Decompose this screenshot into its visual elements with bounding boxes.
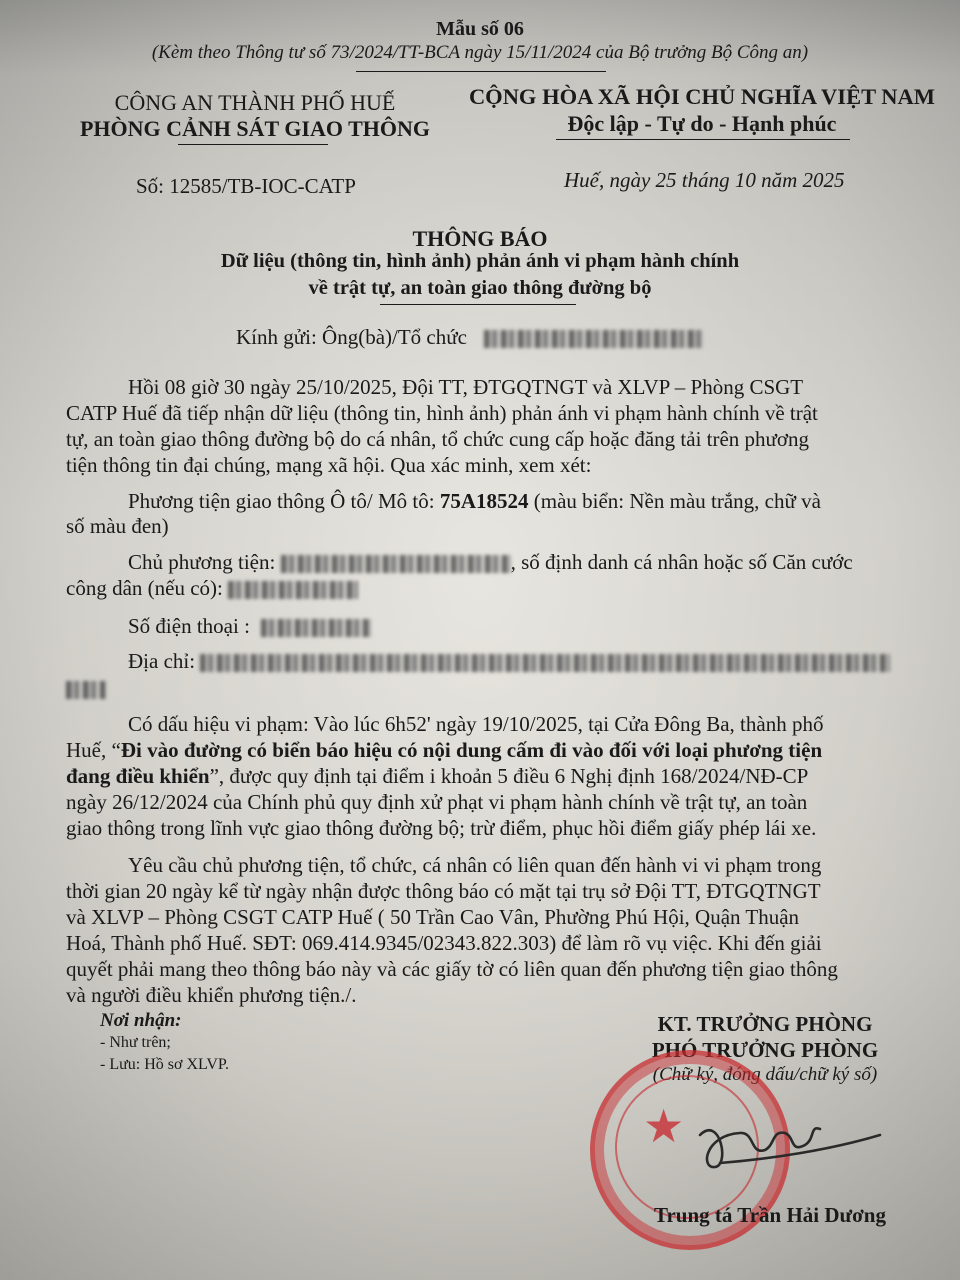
recipients-item: - Như trên;: [100, 1034, 171, 1051]
subtitle-line2: về trật tự, an toàn giao thông đường bộ: [308, 277, 652, 299]
document-number: Số: 12585/TB-IOC-CATP: [136, 174, 356, 198]
violation-text: ”, được quy định tại điểm i khoản 5 điều 6 Nghị định 168/2024/NĐ-CP: [209, 764, 809, 788]
phone-line: [128, 614, 371, 639]
request-line: thời gian 20 ngày kể từ ngày nhận được thông báo có mặt tại trụ sở Đội TT, ĐTGQTNGT: [66, 879, 821, 903]
owner-id-label: công dân (nếu có):: [66, 576, 223, 600]
agency-name: PHÒNG CẢNH SÁT GIAO THÔNG: [79, 116, 430, 141]
owner-line: Chủ phương tiện: , số định danh cá nhân hoặc số Căn cước: [128, 550, 853, 574]
request-line: Hoá, Thành phố Huế. SĐT: 069.414.9345/02343.822.303) để làm rõ vụ việc. Khi đến giải: [66, 931, 822, 955]
signature-note: (Chữ ký, đóng dấu/chữ ký số): [652, 1064, 878, 1085]
violation-text: Huế, “: [66, 738, 121, 762]
vehicle-label: Phương tiện giao thông Ô tô/ Mô tô:: [128, 489, 435, 513]
divider: [380, 304, 576, 305]
redacted-phone: [261, 619, 371, 637]
place-date: Huế, ngày 25 tháng 10 năm 2025: [564, 168, 845, 192]
request-line: quyết phải mang theo thông báo này và các giấy tờ có liên quan đến phương tiện giao thông: [66, 957, 838, 981]
recipient-label-text: Kính gửi: Ông(bà)/Tổ chức: [236, 325, 467, 349]
address-line2: [66, 676, 106, 701]
star-icon: ★: [643, 1101, 685, 1152]
form-number: Mẫu số 06: [436, 18, 524, 40]
divider: [556, 139, 850, 140]
violation-line: [66, 738, 822, 763]
agency-parent: CÔNG AN THÀNH PHỐ HUẾ: [114, 90, 396, 115]
address-line: [128, 649, 890, 674]
signature-role2: PHÓ TRƯỞNG PHÒNG: [651, 1038, 879, 1062]
violation-line: giao thông trong lĩnh vực giao thông đường bộ; trừ điểm, phục hồi điểm giấy phép lái xe.: [66, 816, 817, 840]
address-label: Địa chỉ:: [128, 649, 196, 673]
violation-bold: đang điều khiển: [66, 764, 210, 788]
owner-label: Chủ phương tiện:: [128, 550, 276, 574]
para1-line: Hồi 08 giờ 30 ngày 25/10/2025, Đội TT, ĐTGQTNGT và XLVP – Phòng CSGT: [128, 375, 804, 399]
signer-name: Trung tá Trần Hải Dương: [654, 1203, 886, 1227]
license-plate: 75A18524: [439, 489, 529, 513]
plate-color-cont: số màu đen): [66, 514, 169, 538]
para1-line: tiện thông tin đại chúng, mạng xã hội. Qua xác minh, xem xét:: [66, 453, 592, 477]
request-line: Yêu cầu chủ phương tiện, tổ chức, cá nhân có liên quan đến hành vi vi phạm trong: [128, 853, 822, 877]
violation-line: Có dấu hiệu vi phạm: Vào lúc 6h52' ngày 19/10/2025, tại Cửa Đông Ba, thành phố: [128, 712, 824, 736]
redacted-id: [228, 581, 358, 599]
motto: Độc lập - Tự do - Hạnh phúc: [567, 111, 837, 136]
recipient-label: [236, 325, 704, 350]
document-title: THÔNG BÁO: [412, 226, 548, 251]
redacted-recipient: [484, 330, 704, 348]
para1-line: CATP Huế đã tiếp nhận dữ liệu (thông tin, hình ảnh) phản ánh vi phạm hành chính về trật: [66, 401, 818, 425]
form-reference: (Kèm theo Thông tư số 73/2024/TT-BCA ngày 15/11/2024 của Bộ trưởng Bộ Công an): [151, 42, 809, 63]
redacted-owner: [281, 555, 511, 573]
recipients-item: - Lưu: Hồ sơ XLVP.: [100, 1056, 229, 1073]
divider: [356, 71, 606, 72]
vehicle-line: [128, 489, 821, 514]
phone-label: Số điện thoại :: [128, 614, 250, 638]
redacted-address-cont: [66, 681, 106, 699]
request-line: và XLVP – Phòng CSGT CATP Huế ( 50 Trần Cao Vân, Phường Phú Hội, Quận Thuận: [66, 905, 800, 929]
owner-id-line: [66, 576, 358, 601]
owner-id-text: số định danh cá nhân hoặc số Căn cước: [521, 550, 853, 574]
plate-color: (màu biển: Nền màu trắng, chữ và: [533, 489, 821, 513]
handwritten-signature: [660, 1095, 890, 1185]
country-name: CỘNG HÒA XÃ HỘI CHỦ NGHĨA VIỆT NAM: [468, 84, 936, 109]
violation-line: [66, 764, 808, 789]
request-line: và người điều khiển phương tiện./.: [66, 983, 357, 1007]
redacted-address: [200, 654, 890, 672]
recipients-title: Nơi nhận:: [100, 1010, 182, 1031]
signature-role1: KT. TRƯỞNG PHÒNG: [657, 1012, 873, 1036]
violation-line: ngày 26/12/2024 của Chính phủ quy định xử phạt vi phạm hành chính về trật tự, an toàn: [66, 790, 808, 814]
violation-bold: Đi vào đường có biển báo hiệu có nội dung cấm đi vào đối với loại phương tiện: [120, 738, 823, 762]
para1-line: tự, an toàn giao thông đường bộ do cá nhân, tổ chức cung cấp hoặc đăng tải trên phương: [66, 427, 810, 451]
divider: [178, 144, 328, 145]
subtitle-line1: Dữ liệu (thông tin, hình ảnh) phản ánh vi phạm hành chính: [220, 250, 740, 272]
